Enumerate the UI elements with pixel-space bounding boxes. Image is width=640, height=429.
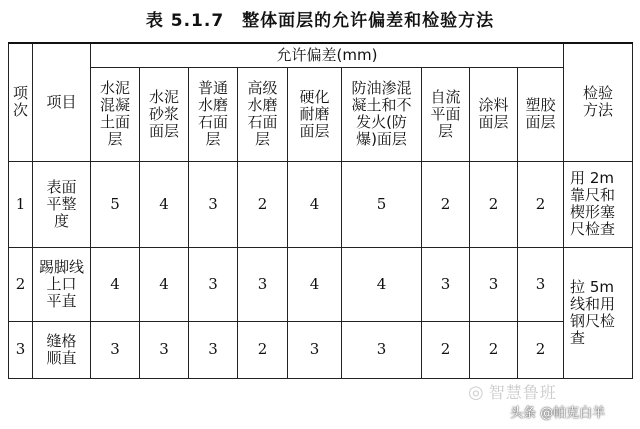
subheader-self-leveling: 自流 平面 层 — [422, 67, 470, 161]
row-item: 表面 平整 度 — [33, 161, 91, 247]
table-cell: 3 — [189, 321, 238, 378]
watermark — [468, 380, 557, 403]
table-cell: 4 — [342, 247, 422, 321]
table-row — [9, 247, 633, 321]
row-seq: 1 — [9, 161, 33, 247]
row-method: 用 2m 靠尺和 楔形塞 尺检查 — [564, 161, 633, 247]
table-cell: 3 — [342, 321, 422, 378]
table-cell: 2 — [518, 161, 564, 247]
subheader-premium-terrazzo: 高级 水磨 石面 层 — [238, 67, 288, 161]
subheader-cement-concrete: 水泥 混凝 土面 层 — [91, 67, 140, 161]
subheader-oil-proof-concrete: 防油渗混 凝土和不 发火(防 爆)面层 — [342, 67, 422, 161]
table-cell: 5 — [91, 161, 140, 247]
table-cell: 3 — [140, 321, 189, 378]
subheader-coating: 涂料 面层 — [470, 67, 518, 161]
watermark-text: 智慧鲁班 — [488, 383, 557, 402]
table-cell: 3 — [422, 247, 470, 321]
table-cell: 4 — [91, 247, 140, 321]
subheader-ordinary-terrazzo: 普通 水磨 石面 层 — [189, 67, 238, 161]
row-item: 踢脚线 上口 平直 — [33, 247, 91, 321]
table-row — [9, 161, 633, 247]
wechat-icon: ◎ — [468, 382, 485, 403]
table-cell: 3 — [238, 247, 288, 321]
row-item: 缝格 顺直 — [33, 321, 91, 378]
table-cell: 3 — [189, 247, 238, 321]
table-cell: 3 — [518, 247, 564, 321]
row-seq: 3 — [9, 321, 33, 378]
subheader-hardened-wear-resistant: 硬化 耐磨 面层 — [288, 67, 342, 161]
table-cell: 3 — [470, 247, 518, 321]
table-cell: 4 — [288, 161, 342, 247]
subheader-plastic: 塑胶 面层 — [518, 67, 564, 161]
tolerance-table — [8, 42, 633, 379]
subheader-cement-mortar: 水泥 砂浆 面层 — [140, 67, 189, 161]
table-cell: 2 — [518, 321, 564, 378]
table-row — [9, 321, 633, 378]
table-cell: 2 — [238, 321, 288, 378]
table-cell: 3 — [189, 161, 238, 247]
table-cell: 5 — [342, 161, 422, 247]
table-cell: 2 — [470, 321, 518, 378]
table-cell: 4 — [140, 161, 189, 247]
table-cell: 2 — [238, 161, 288, 247]
table-title: 表 5.1.7 整体面层的允许偏差和检验方法 — [145, 11, 495, 31]
table-cell: 3 — [288, 321, 342, 378]
table-cell: 4 — [288, 247, 342, 321]
table-cell: 2 — [422, 161, 470, 247]
source-byline: 头条 @帕克白羊 — [510, 406, 606, 421]
header-item: 项目 — [33, 43, 91, 161]
table-cell: 4 — [140, 247, 189, 321]
header-tolerance-group: 允许偏差(mm) — [91, 43, 564, 67]
header-method: 检验 方法 — [564, 43, 633, 161]
row-seq: 2 — [9, 247, 33, 321]
table-cell: 3 — [91, 321, 140, 378]
header-seq: 项 次 — [9, 43, 33, 161]
table-cell: 2 — [470, 161, 518, 247]
row-method: 拉 5m 线和用 钢尺检 查 — [564, 247, 633, 378]
table-cell: 2 — [422, 321, 470, 378]
